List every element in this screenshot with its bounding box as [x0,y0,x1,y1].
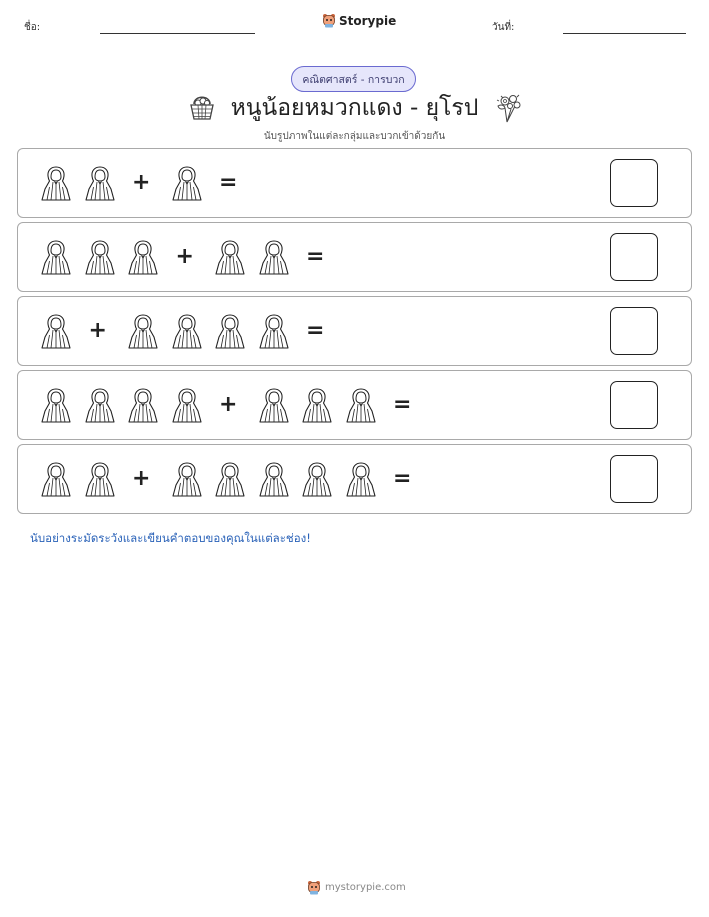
plus-sign: + [175,244,194,269]
equals-sign: = [219,170,238,195]
hooded-cape-icon [40,149,72,219]
plus-sign: + [88,318,107,343]
footer-url: mystorypie.com [325,882,406,893]
hooded-cape-icon [214,445,246,515]
problem-row [17,296,692,366]
hooded-cape-icon [258,445,290,515]
flowers-icon [493,92,523,124]
hooded-cape-icon [40,223,72,293]
hooded-cape-icon [84,445,116,515]
answer-box[interactable] [610,381,658,429]
date-line[interactable] [563,33,686,34]
hooded-cape-icon [84,223,116,293]
plus-sign: + [132,466,151,491]
equals-sign: = [306,318,325,343]
problem-row [17,370,692,440]
storypie-logo [322,13,396,28]
name-label: ชื่อ: [24,22,41,33]
hooded-cape-icon [171,371,203,441]
answer-box[interactable] [610,233,658,281]
brand-name: Storypie [339,13,397,28]
hooded-cape-icon [258,371,290,441]
subject-badge: คณิตศาสตร์ - การบวก [291,66,416,92]
hooded-cape-icon [127,371,159,441]
hooded-cape-icon [301,371,333,441]
equals-sign: = [306,244,325,269]
answer-box[interactable] [610,159,658,207]
hooded-cape-icon [258,223,290,293]
equals-sign: = [393,392,412,417]
problem-row [17,222,692,292]
instructions-subtitle: นับรูปภาพในแต่ละกลุ่มและบวกเข้าด้วยกัน [263,131,446,142]
hooded-cape-icon [84,149,116,219]
hooded-cape-icon [40,445,72,515]
plus-sign: + [219,392,238,417]
plus-sign: + [132,170,151,195]
name-line[interactable] [100,33,255,34]
hint-text: นับอย่างระมัดระวังและเขียนคำตอบของคุณในแต่ละช่อง! [30,531,311,545]
answer-box[interactable] [610,455,658,503]
hooded-cape-icon [301,445,333,515]
hooded-cape-icon [171,297,203,367]
hooded-cape-icon [84,371,116,441]
answer-box[interactable] [610,307,658,355]
hooded-cape-icon [127,297,159,367]
footer-brand [307,880,406,895]
date-label: วันที่: [492,22,515,33]
hooded-cape-icon [214,223,246,293]
hooded-cape-icon [127,223,159,293]
hooded-cape-icon [345,371,377,441]
mascot-icon [307,880,321,895]
problem-row [17,444,692,514]
equals-sign: = [393,466,412,491]
hooded-cape-icon [258,297,290,367]
hooded-cape-icon [171,149,203,219]
hooded-cape-icon [40,371,72,441]
page-title: หนูน้อยหมวกแดง - ยุโรป [230,95,479,121]
mascot-icon [322,13,336,28]
problem-row [17,148,692,218]
hooded-cape-icon [214,297,246,367]
hooded-cape-icon [171,445,203,515]
hooded-cape-icon [345,445,377,515]
hooded-cape-icon [40,297,72,367]
